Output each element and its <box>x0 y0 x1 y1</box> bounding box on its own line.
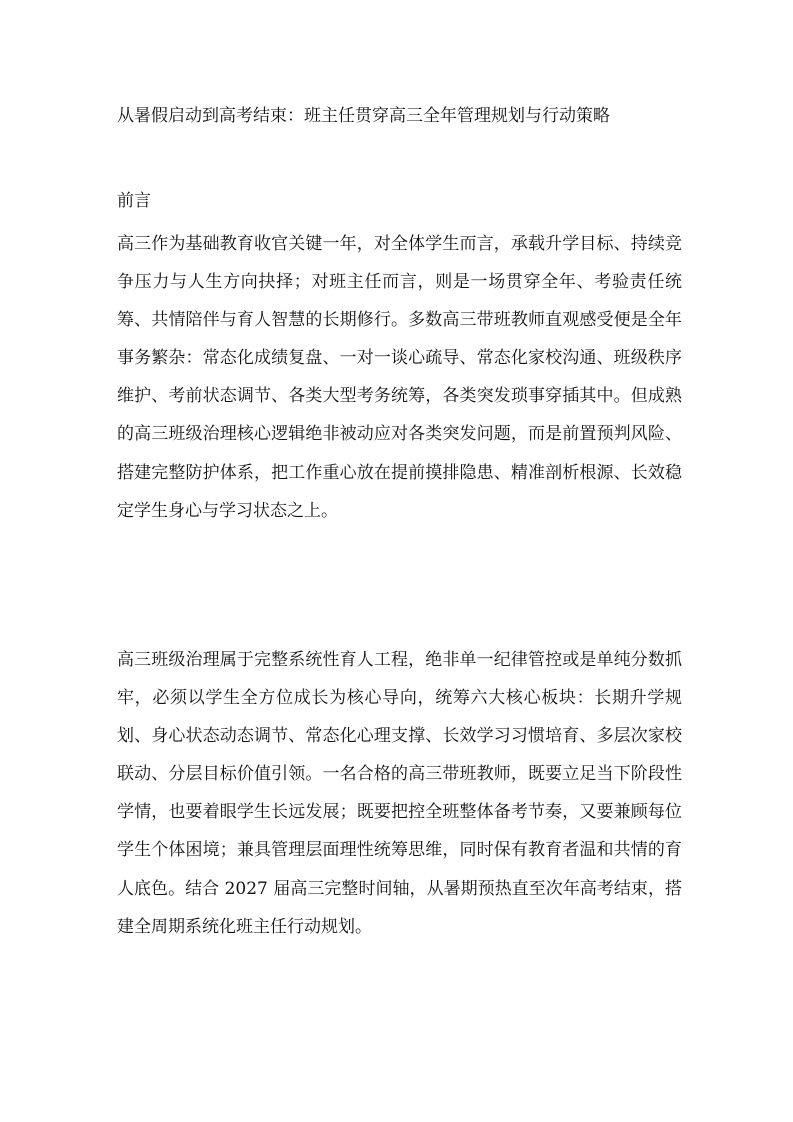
paragraph-2: 高三班级治理属于完整系统性育人工程，绝非单一纪律管控或是单纯分数抓牢，必须以学生全方位成长为核心导向，统筹六大核心板块：长期升学规划、身心状态动态调节、常态化心理支撑、长效学习习惯培育、多层次家校联动、分层目标价值引领。一名合格的高三带班教师，既要立足当下阶段性学情，也要着眼学生长远发展；既要把控全班整体备考节奏，又要兼顾每位学生个体困境；兼具管理层面理性统筹思维，同时保有教育者温和共情的育人底色。结合 2027 届高三完整时间轴，从暑期预热直至次年高考结束，搭建全周期系统化班主任行动规划。 <box>117 650 682 937</box>
section-heading: 前言 <box>117 191 151 211</box>
paragraph-1: 高三作为基础教育收官关键一年，对全体学生而言，承载升学目标、持续竞争压力与人生方向抉择；对班主任而言，则是一场贯穿全年、考验责任统筹、共情陪伴与育人智慧的长期修行。多数高三带班教师直观感受便是全年事务繁杂：常态化成绩复盘、一对一谈心疏导、常态化家校沟通、班级秩序维护、考前状态调节、各类大型考务统筹，各类突发琐事穿插其中。但成熟的高三班级治理核心逻辑绝非被动应对各类突发问题，而是前置预判风险、搭建完整防护体系，把工作重心放在提前摸排隐患、精准剖析根源、长效稳定学生身心与学习状态之上。 <box>117 234 682 521</box>
document-title: 从暑假启动到高考结束：班主任贯穿高三全年管理规划与行动策略 <box>117 106 610 126</box>
